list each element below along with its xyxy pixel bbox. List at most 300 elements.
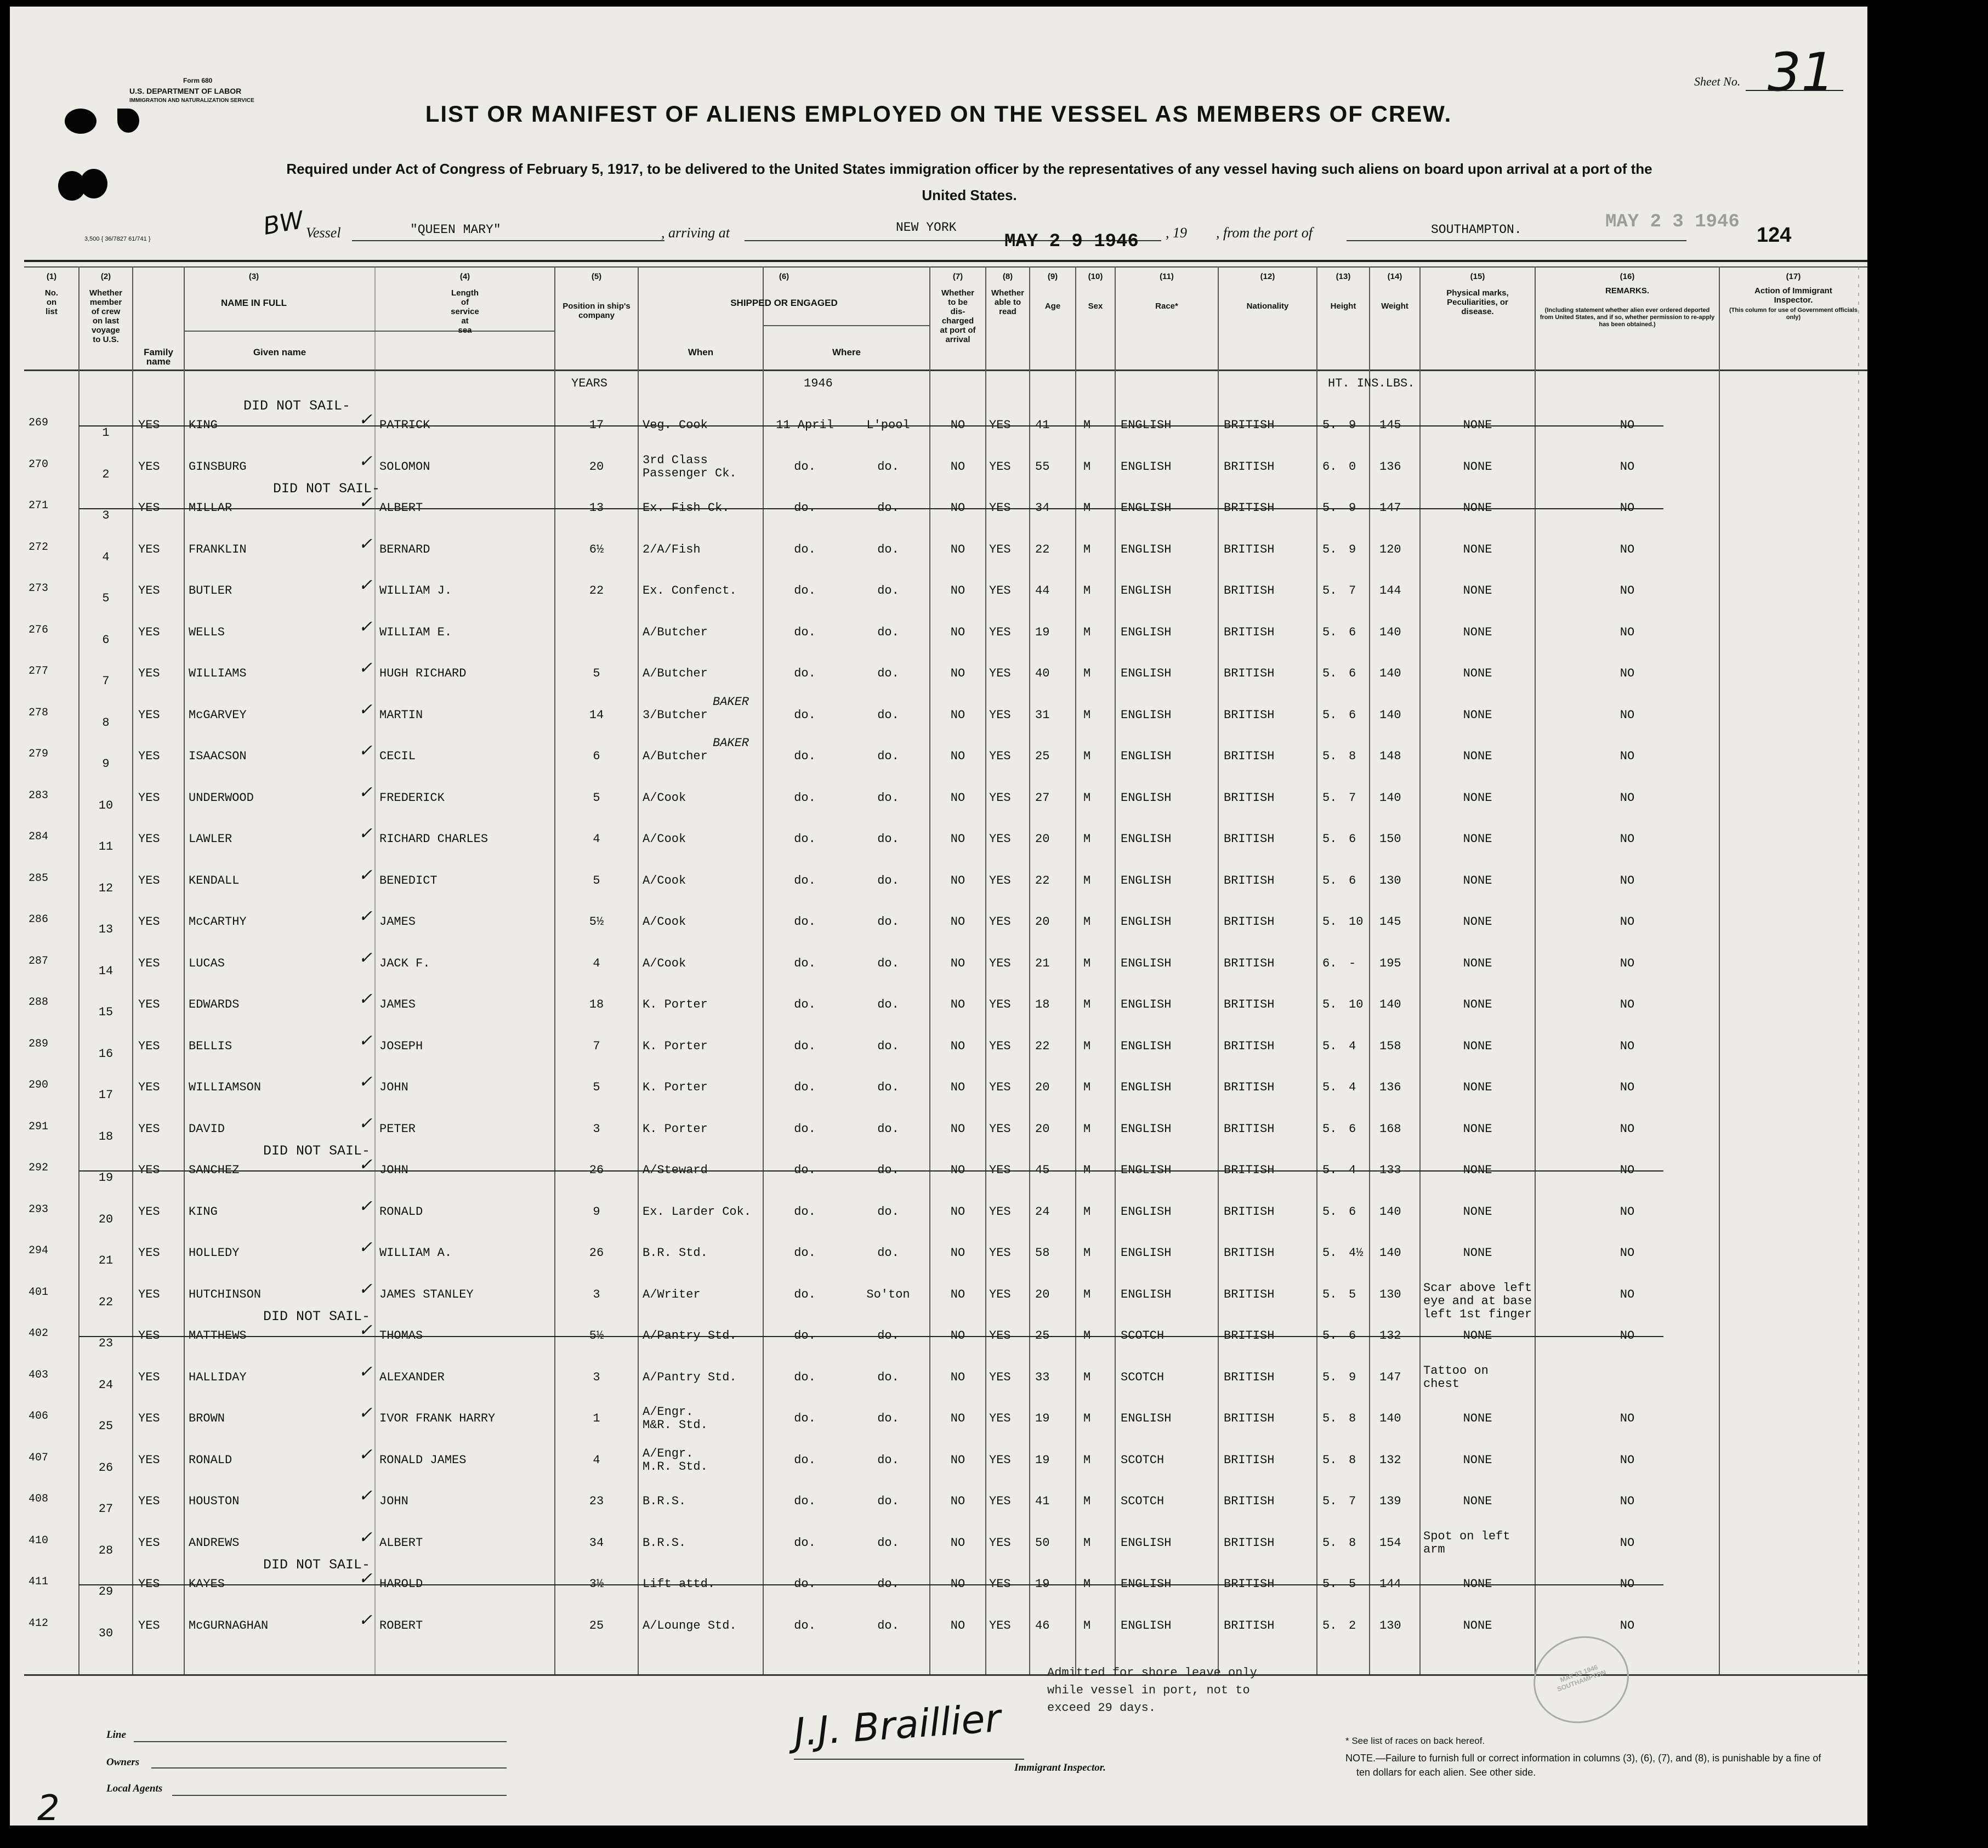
- cell-nationality: BRITISH: [1224, 1618, 1275, 1633]
- check-icon: ✓: [359, 453, 373, 472]
- cell-discharged: NO: [950, 1122, 965, 1136]
- cell-nationality: BRITISH: [1224, 542, 1275, 556]
- cell-family: ANDREWS: [189, 1536, 240, 1550]
- cell-remarks: NO: [1620, 1536, 1635, 1550]
- cell-list-no: 279: [29, 748, 49, 760]
- cell-discharged: NO: [950, 915, 965, 929]
- check-icon: ✓: [359, 1322, 373, 1341]
- check-icon: ✓: [359, 1405, 373, 1424]
- cell-family: KAYES: [189, 1577, 225, 1591]
- column-header: Nationality: [1246, 302, 1289, 311]
- cell-where: do.: [877, 1412, 899, 1425]
- cell-sex: M: [1083, 708, 1091, 722]
- column-number: (15): [1470, 272, 1485, 281]
- fine-note: NOTE.—Failure to furnish full or correct information in columns (3), (6), (7), and (8), is punishable by a fine of ten dollars for each alien. See other side.: [1345, 1753, 1821, 1778]
- cell-given: JOHN: [379, 1494, 408, 1508]
- cell-marks: NONE: [1463, 1204, 1492, 1219]
- cell-ht-in: 6: [1349, 832, 1356, 846]
- cell-list-no: 407: [29, 1451, 49, 1464]
- cell-race: ENGLISH: [1121, 1287, 1172, 1301]
- cell-ht-in: 6: [1349, 1122, 1356, 1136]
- cell-given: BENEDICT: [379, 873, 438, 888]
- cell-ht-ft: 6.: [1322, 956, 1337, 970]
- cell-ht-ft: 5.: [1322, 418, 1337, 432]
- cell-ht-ft: 5.: [1322, 1122, 1337, 1136]
- check-icon: ✓: [359, 1529, 373, 1548]
- check-icon: ✓: [359, 867, 373, 886]
- cell-ht-ft: 5.: [1322, 1536, 1337, 1550]
- cell-position: A/Cook: [643, 791, 686, 805]
- cell-race: ENGLISH: [1121, 459, 1172, 474]
- cell-nationality: BRITISH: [1224, 915, 1275, 929]
- cell-remarks: NO: [1620, 1204, 1635, 1219]
- cell-list-no: 402: [29, 1327, 49, 1340]
- cell-given: HAROLD: [379, 1577, 423, 1591]
- check-icon: ✓: [359, 1571, 373, 1589]
- cell-discharged: NO: [950, 1204, 965, 1219]
- cell-when: do.: [794, 1081, 816, 1094]
- cell-age: 24: [1035, 1204, 1050, 1219]
- cell-service: 3½: [589, 1577, 604, 1591]
- cell-remarks: NO: [1620, 956, 1635, 970]
- cell-given: JOHN: [379, 1163, 408, 1177]
- cell-where: do.: [877, 708, 899, 722]
- cell-marks: NONE: [1463, 873, 1492, 888]
- check-icon: ✓: [359, 826, 373, 844]
- cell-ht-ft: 6.: [1322, 459, 1337, 474]
- cell-ht-in: 7: [1349, 1494, 1356, 1508]
- cell-position: Veg. Cook: [643, 418, 708, 432]
- cell-race: ENGLISH: [1121, 1412, 1172, 1425]
- cell-sex: M: [1083, 956, 1091, 970]
- units-height-weight: HT. INS.LBS.: [1328, 377, 1415, 390]
- cell-read: YES: [989, 1039, 1011, 1053]
- owners-label: Owners: [106, 1756, 140, 1768]
- cell-crew: YES: [138, 459, 160, 474]
- cell-remarks: NO: [1620, 749, 1635, 763]
- cell-position: A/Cook: [643, 832, 686, 846]
- cell-given: ROBERT: [379, 1618, 423, 1633]
- cell-service: 13: [589, 501, 604, 515]
- cell-nationality: BRITISH: [1224, 1577, 1275, 1591]
- cell-position: A/Cook: [643, 873, 686, 888]
- column-header: Whether to be dis- charged at port of arrival: [940, 288, 976, 344]
- cell-weight: 136: [1379, 459, 1401, 474]
- cell-given: IVOR FRANK HARRY: [379, 1412, 496, 1425]
- cell-sex: M: [1083, 542, 1091, 556]
- cell-service: 6: [593, 749, 600, 763]
- cell-marks: Tattoo on chest: [1423, 1363, 1489, 1391]
- cell-service: 20: [589, 459, 604, 474]
- cell-read: YES: [989, 501, 1011, 515]
- cell-ht-in: 9: [1349, 418, 1356, 432]
- cell-age: 20: [1035, 915, 1050, 929]
- cell-crew: YES: [138, 1204, 160, 1219]
- cell-weight: 140: [1379, 1412, 1401, 1425]
- cell-service: 18: [589, 998, 604, 1011]
- cell-age: 22: [1035, 1039, 1050, 1053]
- cell-remarks: NO: [1620, 708, 1635, 722]
- cell-list-no: 290: [29, 1079, 49, 1091]
- cell-remarks: NO: [1620, 873, 1635, 888]
- cell-service: 3: [593, 1370, 600, 1384]
- check-icon: ✓: [359, 1446, 373, 1465]
- cell-given: JOSEPH: [379, 1039, 423, 1053]
- cell-weight: 147: [1379, 1370, 1401, 1384]
- cell-list-no: 412: [29, 1617, 49, 1630]
- cell-remarks: NO: [1620, 1122, 1635, 1136]
- agents-rule: [172, 1795, 507, 1796]
- cell-read: YES: [989, 708, 1011, 722]
- check-icon: ✓: [359, 1239, 373, 1258]
- cell-service: 23: [589, 1494, 604, 1508]
- cell-ht-in: 6: [1349, 873, 1356, 888]
- cell-marks: NONE: [1463, 1618, 1492, 1633]
- check-icon: ✓: [359, 660, 373, 679]
- cell-no: 28: [98, 1543, 113, 1557]
- cell-ht-in: 6: [1349, 667, 1356, 680]
- cell-crew: YES: [138, 998, 160, 1011]
- column-number: (14): [1387, 272, 1402, 281]
- column-number: (1): [46, 272, 57, 281]
- cell-ht-ft: 5.: [1322, 667, 1337, 680]
- cell-when: do.: [794, 915, 816, 929]
- check-icon: ✓: [359, 784, 373, 803]
- cell-when: do.: [794, 1039, 816, 1053]
- cell-discharged: NO: [950, 625, 965, 639]
- cell-nationality: BRITISH: [1224, 1122, 1275, 1136]
- table-grid: [24, 260, 1867, 1696]
- cell-age: 19: [1035, 625, 1050, 639]
- cell-weight: 145: [1379, 418, 1401, 432]
- cell-discharged: NO: [950, 1370, 965, 1384]
- cell-read: YES: [989, 1494, 1011, 1508]
- cell-when: do.: [794, 667, 816, 680]
- units-year: 1946: [804, 377, 833, 390]
- check-icon: ✓: [359, 618, 373, 638]
- cell-given: RONALD: [379, 1204, 423, 1219]
- column-subheader: Family name: [144, 347, 173, 367]
- cell-crew: YES: [138, 873, 160, 888]
- cell-ht-ft: 5.: [1322, 1287, 1337, 1301]
- cell-crew: YES: [138, 1122, 160, 1136]
- cell-marks: NONE: [1463, 1453, 1492, 1467]
- cell-race: ENGLISH: [1121, 998, 1172, 1011]
- cell-crew: YES: [138, 1577, 160, 1591]
- cell-ht-in: 10: [1349, 998, 1364, 1011]
- cell-when: 11 April: [776, 418, 834, 432]
- cell-where: do.: [877, 1081, 899, 1094]
- cell-ht-in: 4: [1349, 1081, 1356, 1094]
- line-rule: [134, 1741, 507, 1742]
- cell-age: 55: [1035, 459, 1050, 474]
- cell-marks: NONE: [1463, 459, 1492, 474]
- cell-list-no: 270: [29, 458, 49, 471]
- column-header: Race*: [1155, 302, 1178, 311]
- cell-service: 3: [593, 1122, 600, 1136]
- cell-no: 8: [102, 715, 110, 730]
- cell-nationality: BRITISH: [1224, 501, 1275, 515]
- cell-nationality: BRITISH: [1224, 1494, 1275, 1508]
- cell-age: 41: [1035, 418, 1050, 432]
- cell-where: do.: [877, 1370, 899, 1384]
- cell-crew: YES: [138, 1618, 160, 1633]
- cell-crew: YES: [138, 542, 160, 556]
- cell-nationality: BRITISH: [1224, 625, 1275, 639]
- cell-crew: YES: [138, 1370, 160, 1384]
- cell-crew: YES: [138, 667, 160, 680]
- cell-discharged: NO: [950, 956, 965, 970]
- cell-when: do.: [794, 998, 816, 1011]
- cell-where: L'pool: [866, 418, 910, 432]
- arrival-port: NEW YORK: [896, 220, 957, 235]
- cell-when: do.: [794, 584, 816, 598]
- cell-remarks: NO: [1620, 1287, 1635, 1301]
- cell-sex: M: [1083, 1453, 1091, 1467]
- cell-age: 21: [1035, 956, 1050, 970]
- cell-weight: 132: [1379, 1329, 1401, 1343]
- cell-age: 25: [1035, 749, 1050, 763]
- cell-family: McGARVEY: [189, 708, 247, 722]
- cell-sex: M: [1083, 1577, 1091, 1591]
- cell-nationality: BRITISH: [1224, 1329, 1275, 1343]
- year-label: , 19: [1166, 225, 1187, 241]
- cell-family: WILLIAMSON: [189, 1081, 262, 1094]
- cell-sex: M: [1083, 667, 1091, 680]
- cell-sex: M: [1083, 625, 1091, 639]
- cell-weight: 147: [1379, 501, 1401, 515]
- cell-no: 4: [102, 550, 110, 564]
- crew-table: [24, 260, 1867, 1696]
- cell-ht-ft: 5.: [1322, 1081, 1337, 1094]
- cell-remarks: NO: [1620, 832, 1635, 846]
- cell-list-no: 293: [29, 1203, 49, 1216]
- cell-weight: 144: [1379, 584, 1401, 598]
- cell-list-no: 292: [29, 1162, 49, 1174]
- port-stamp-text: MAY 23 1946 SOUTHAMPTON: [1556, 1663, 1608, 1693]
- did-not-sail-note: DID NOT SAIL-: [243, 398, 351, 414]
- cell-when: do.: [794, 749, 816, 763]
- cell-nationality: BRITISH: [1224, 873, 1275, 888]
- cell-when: do.: [794, 1122, 816, 1136]
- cell-position: Ex. Larder Cok.: [643, 1204, 752, 1219]
- cell-ht-in: 8: [1349, 1453, 1356, 1467]
- cell-position: A/Pantry Std.: [643, 1370, 737, 1384]
- cell-no: 10: [98, 798, 113, 812]
- cell-remarks: NO: [1620, 1081, 1635, 1094]
- cell-given: ALBERT: [379, 1536, 423, 1550]
- cell-where: do.: [877, 1453, 899, 1467]
- cell-marks: NONE: [1463, 418, 1492, 432]
- cell-crew: YES: [138, 749, 160, 763]
- cell-when: do.: [794, 791, 816, 805]
- check-icon: ✓: [359, 743, 373, 761]
- check-icon: ✓: [359, 1281, 373, 1300]
- cell-crew: YES: [138, 1163, 160, 1177]
- cell-crew: YES: [138, 1412, 160, 1425]
- cell-read: YES: [989, 1246, 1011, 1260]
- cell-age: 19: [1035, 1412, 1050, 1425]
- cell-no: 1: [102, 426, 110, 440]
- cell-sex: M: [1083, 749, 1091, 763]
- cell-no: 14: [98, 964, 113, 978]
- cell-no: 17: [98, 1088, 113, 1102]
- cell-crew: YES: [138, 1039, 160, 1053]
- cell-nationality: BRITISH: [1224, 1370, 1275, 1384]
- cell-discharged: NO: [950, 1246, 965, 1260]
- cell-list-no: 401: [29, 1286, 49, 1299]
- cell-discharged: NO: [950, 1494, 965, 1508]
- cell-remarks: NO: [1620, 998, 1635, 1011]
- cell-given: RICHARD CHARLES: [379, 832, 489, 846]
- cell-service: 4: [593, 832, 600, 846]
- cell-list-no: 278: [29, 706, 49, 719]
- cell-remarks: NO: [1620, 542, 1635, 556]
- cell-nationality: BRITISH: [1224, 708, 1275, 722]
- cell-age: 58: [1035, 1246, 1050, 1260]
- cell-discharged: NO: [950, 584, 965, 598]
- inspector-signature: J.J. Braillier: [792, 1695, 1002, 1755]
- cell-where: do.: [877, 915, 899, 929]
- cell-given: ALBERT: [379, 501, 423, 515]
- column-header: Whether able to read: [991, 288, 1024, 316]
- cell-list-no: 285: [29, 872, 49, 885]
- cell-family: McCARTHY: [189, 915, 247, 929]
- cell-discharged: NO: [950, 1453, 965, 1467]
- cell-position: K. Porter: [643, 1081, 708, 1094]
- check-icon: ✓: [359, 577, 373, 596]
- initials: BW: [261, 206, 306, 241]
- cell-given: JAMES STANLEY: [379, 1287, 474, 1301]
- cell-where: do.: [877, 1246, 899, 1260]
- cell-discharged: NO: [950, 1163, 965, 1177]
- cell-no: 3: [102, 509, 110, 522]
- cell-marks: NONE: [1463, 1246, 1492, 1260]
- cell-position: A/Butcher: [643, 749, 708, 763]
- check-icon: ✓: [359, 494, 373, 513]
- vessel-name: "QUEEN MARY": [410, 223, 501, 237]
- check-icon: ✓: [359, 1074, 373, 1093]
- cell-when: do.: [794, 1618, 816, 1633]
- cell-family: EDWARDS: [189, 998, 240, 1011]
- cell-crew: YES: [138, 791, 160, 805]
- cell-weight: 148: [1379, 749, 1401, 763]
- cell-read: YES: [989, 1287, 1011, 1301]
- cell-family: WELLS: [189, 625, 225, 639]
- cell-marks: NONE: [1463, 708, 1492, 722]
- cell-sex: M: [1083, 832, 1091, 846]
- cell-no: 2: [102, 467, 110, 481]
- cell-list-no: 271: [29, 499, 49, 512]
- cell-position: Lift attd.: [643, 1577, 715, 1591]
- cell-position: A/Pantry Std.: [643, 1329, 737, 1343]
- cell-family: UNDERWOOD: [189, 791, 254, 805]
- cell-position: K. Porter: [643, 1039, 708, 1053]
- cell-list-no: 277: [29, 665, 49, 678]
- cell-list-no: 291: [29, 1120, 49, 1133]
- cell-crew: YES: [138, 1329, 160, 1343]
- column-number: (11): [1160, 272, 1174, 281]
- cell-family: HOUSTON: [189, 1494, 240, 1508]
- strike-through-line: [79, 1584, 1663, 1585]
- cell-race: ENGLISH: [1121, 1618, 1172, 1633]
- cell-family: MILLAR: [189, 501, 232, 515]
- cell-discharged: NO: [950, 1618, 965, 1633]
- cell-read: YES: [989, 1329, 1011, 1343]
- cell-where: do.: [877, 1577, 899, 1591]
- cell-ht-in: 6: [1349, 1329, 1356, 1343]
- cell-marks: NONE: [1463, 832, 1492, 846]
- cell-given: JACK F.: [379, 956, 430, 970]
- cell-weight: 140: [1379, 791, 1401, 805]
- cell-when: do.: [794, 708, 816, 722]
- cell-where: do.: [877, 584, 899, 598]
- cell-where: do.: [877, 667, 899, 680]
- cell-race: ENGLISH: [1121, 625, 1172, 639]
- cell-when: do.: [794, 1163, 816, 1177]
- did-not-sail-note: DID NOT SAIL-: [273, 481, 380, 497]
- cell-nationality: BRITISH: [1224, 1412, 1275, 1425]
- cell-read: YES: [989, 956, 1011, 970]
- cell-ht-in: 8: [1349, 1412, 1356, 1425]
- column-number: (5): [591, 272, 602, 281]
- cell-ht-ft: 5.: [1322, 1453, 1337, 1467]
- cell-crew: YES: [138, 625, 160, 639]
- cell-weight: 145: [1379, 915, 1401, 929]
- cell-list-no: 273: [29, 582, 49, 595]
- cell-sex: M: [1083, 1536, 1091, 1550]
- department-name: U.S. DEPARTMENT OF LABOR: [129, 87, 242, 95]
- cell-no: 16: [98, 1047, 113, 1061]
- cell-list-no: 284: [29, 831, 49, 843]
- cell-ht-in: 5: [1349, 1577, 1356, 1591]
- cell-discharged: NO: [950, 1287, 965, 1301]
- cell-when: do.: [794, 1287, 816, 1301]
- cell-when: do.: [794, 1329, 816, 1343]
- cell-marks: NONE: [1463, 1081, 1492, 1094]
- cell-ht-ft: 5.: [1322, 915, 1337, 929]
- cell-no: 20: [98, 1212, 113, 1226]
- cell-nationality: BRITISH: [1224, 1163, 1275, 1177]
- cell-sex: M: [1083, 1494, 1091, 1508]
- column-header: Length of service at sea: [451, 288, 479, 335]
- check-icon: ✓: [359, 1612, 373, 1631]
- cell-ht-ft: 5.: [1322, 791, 1337, 805]
- cell-weight: 130: [1379, 873, 1401, 888]
- cell-family: BELLIS: [189, 1039, 232, 1053]
- cell-read: YES: [989, 459, 1011, 474]
- cell-no: 15: [98, 1005, 113, 1019]
- cell-race: ENGLISH: [1121, 915, 1172, 929]
- cell-sex: M: [1083, 1122, 1091, 1136]
- cell-ht-in: 2: [1349, 1618, 1356, 1633]
- cell-marks: NONE: [1463, 501, 1492, 515]
- cell-remarks: NO: [1620, 501, 1635, 515]
- cell-position: A/Cook: [643, 915, 686, 929]
- cell-position: 3rd Class Passenger Ck.: [643, 453, 737, 480]
- check-icon: ✓: [359, 908, 373, 927]
- cell-age: 19: [1035, 1453, 1050, 1467]
- check-icon: ✓: [359, 1032, 373, 1051]
- cell-race: ENGLISH: [1121, 1122, 1172, 1136]
- cell-crew: YES: [138, 1494, 160, 1508]
- cell-read: YES: [989, 625, 1011, 639]
- cell-sex: M: [1083, 873, 1091, 888]
- cell-remarks: NO: [1620, 1039, 1635, 1053]
- cell-remarks: NO: [1620, 1618, 1635, 1633]
- cell-no: 18: [98, 1129, 113, 1144]
- cell-sex: M: [1083, 1412, 1091, 1425]
